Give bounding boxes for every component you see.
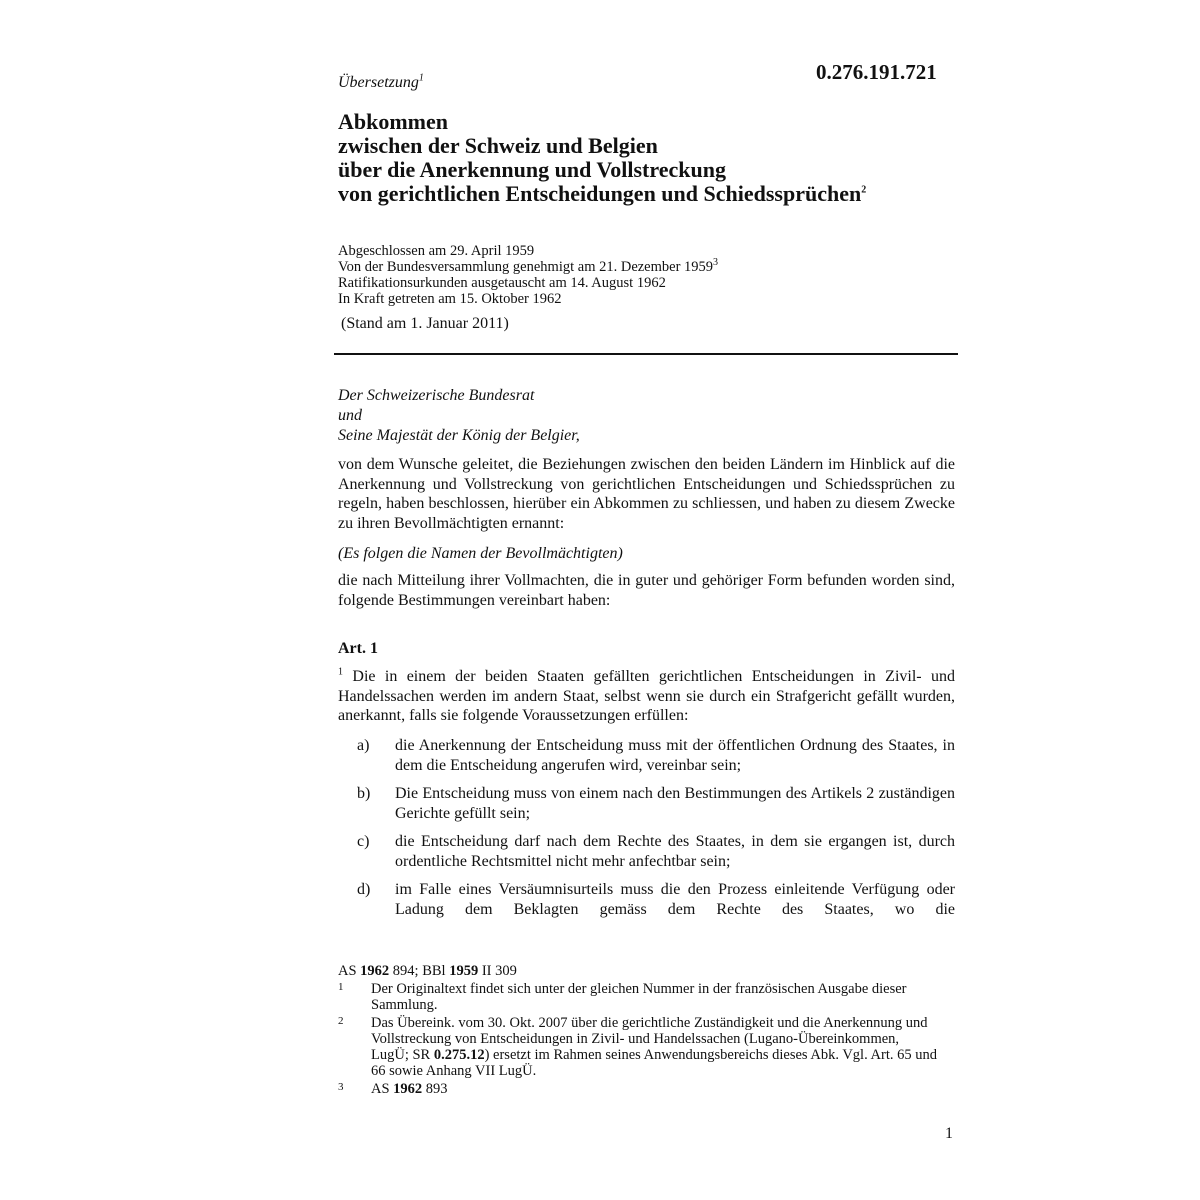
preamble-paragraph-1: von dem Wunsche geleitet, die Beziehungen zwischen den beiden Ländern im Hinblick auf die Anerkennung und Vollstreckung von gerichtlichen Entscheidungen und Schiedssprüchen zu regeln, haben beschlossen, hierüber ein Abkommen zu schliessen, und haben zu diesem Zwecke zu ihren Bevollmächtigten ernannt: — [338, 456, 955, 532]
party-switzerland: Der Schweizerische Bundesrat — [338, 387, 535, 404]
list-item-text: die Anerkennung der Entscheidung muss mit der öffentlichen Ordnung des Staates, in dem die Entscheidung angerufen wird, vereinbar sein; — [395, 737, 955, 774]
list-item-label: a) — [357, 737, 370, 754]
footnote-text: Der Originaltext findet sich unter der gleichen Nummer in der französischen Ausgabe dieser Sammlung. — [371, 981, 907, 1013]
concluded-date: Abgeschlossen am 29. April 1959 — [338, 243, 535, 259]
footnote-number: 2 — [338, 1015, 344, 1027]
title-line-2: zwischen der Schweiz und Belgien — [338, 133, 658, 158]
party-and: und — [338, 407, 362, 424]
footnote-3 — [338, 1081, 938, 1097]
fn2-c: ) ersetzt im Rahmen seines Anwendungsbereichs dieses Abk. Vgl. Art. 65 und 66 sowie Anhang VII LugÜ. — [371, 1047, 937, 1079]
list-item-text: im Falle eines Versäumnisurteils muss die den Prozess einleitende Verfügung oder Ladung dem Beklagten gemäss dem Rechte des Staates, wo die — [395, 881, 955, 918]
fn2-sr-number[interactable]: 0.275.12 — [433, 1047, 485, 1063]
footnote-ref-2[interactable]: 2 — [861, 184, 867, 196]
list-item-label: d) — [357, 881, 371, 898]
footnote-text — [371, 1081, 938, 1097]
title-line-1: Abkommen — [338, 109, 449, 134]
title-line-4 — [338, 182, 958, 206]
ratified-date: Ratifikationsurkunden ausgetauscht am 14. August 1962 — [338, 275, 666, 291]
footnote-text — [371, 1015, 938, 1079]
approved-text: Von der Bundesversammlung genehmigt am 21. Dezember 1959 — [338, 259, 714, 275]
preamble-paragraph-2: (Es folgen die Namen der Bevollmächtigten) — [338, 545, 623, 562]
in-force-date: In Kraft getreten am 15. Oktober 1962 — [338, 291, 562, 307]
footnote-number: 3 — [338, 1081, 344, 1093]
fn2-a: Das Übereink. vom 30. Okt. 2007 über die gerichtliche Zuständigkeit und die Anerkennung und Vollstreckung von Entscheidungen in Zivil- und Handelssachen (Lugano-Übereinkommen, LugÜ; SR — [371, 1015, 928, 1063]
as-ref-a: AS — [338, 963, 361, 979]
article-1-paragraph-text: Die in einem der beiden Staaten gefällten gerichtlichen Entscheidungen in Zivil- und Handelssachen werden im andern Staat, selbst wenn sie durch ein Strafgericht gefällt wurden, anerkannt, falls sie folgende Voraussetzungen erfüllen: — [338, 668, 956, 724]
document-title — [338, 110, 958, 206]
footnotes — [338, 963, 938, 1097]
as-ref-d: 1959 — [449, 963, 479, 979]
footnote-ref-3[interactable]: 3 — [713, 257, 719, 269]
footnote-number: 1 — [338, 981, 344, 993]
header-divider — [334, 353, 958, 355]
status-date: (Stand am 1. Januar 2011) — [341, 315, 509, 332]
party-belgium: Seine Majestät der König der Belgier, — [338, 427, 580, 444]
footnote-ref-1[interactable]: 1 — [418, 72, 424, 84]
treaty-metadata — [338, 243, 718, 307]
list-item-label: b) — [357, 785, 371, 802]
footnote-1 — [338, 981, 938, 1013]
list-item-text: die Entscheidung darf nach dem Rechte des Staates, in dem sie ergangen ist, durch ordentliche Rechtsmittel nicht mehr anfechtbar sein; — [395, 833, 955, 870]
fn3-c: 893 — [422, 1081, 448, 1097]
as-ref-c: 894; BBl — [389, 963, 450, 979]
article-1-heading: Art. 1 — [338, 640, 378, 657]
translation-label — [338, 74, 424, 92]
title-line-3: über die Anerkennung und Vollstreckung — [338, 157, 726, 182]
translation-text: Übersetzung — [338, 74, 419, 91]
official-collection-reference — [338, 963, 938, 979]
article-1-paragraph — [338, 667, 955, 726]
approved-date — [338, 259, 718, 275]
fn3-b: 1962 — [393, 1081, 423, 1097]
list-item-text: Die Entscheidung muss von einem nach den Bestimmungen des Artikels 2 zuständigen Gerichte gefüllt sein; — [395, 785, 955, 822]
title-line-4-text: von gerichtlichen Entscheidungen und Schiedssprüchen — [338, 181, 862, 206]
footnote-2 — [338, 1015, 938, 1079]
sr-number: 0.276.191.721 — [816, 60, 937, 84]
paragraph-number: 1 — [338, 666, 343, 678]
list-item-label: c) — [357, 833, 370, 850]
preamble-paragraph-3: die nach Mitteilung ihrer Vollmachten, die in guter und gehöriger Form befunden worden sind, folgende Bestimmungen vereinbart haben: — [338, 572, 955, 609]
page-number: 1 — [945, 1125, 953, 1142]
fn3-a: AS — [371, 1081, 394, 1097]
contracting-parties — [338, 386, 580, 446]
as-ref-b: 1962 — [360, 963, 390, 979]
as-ref-e: II 309 — [478, 963, 517, 979]
